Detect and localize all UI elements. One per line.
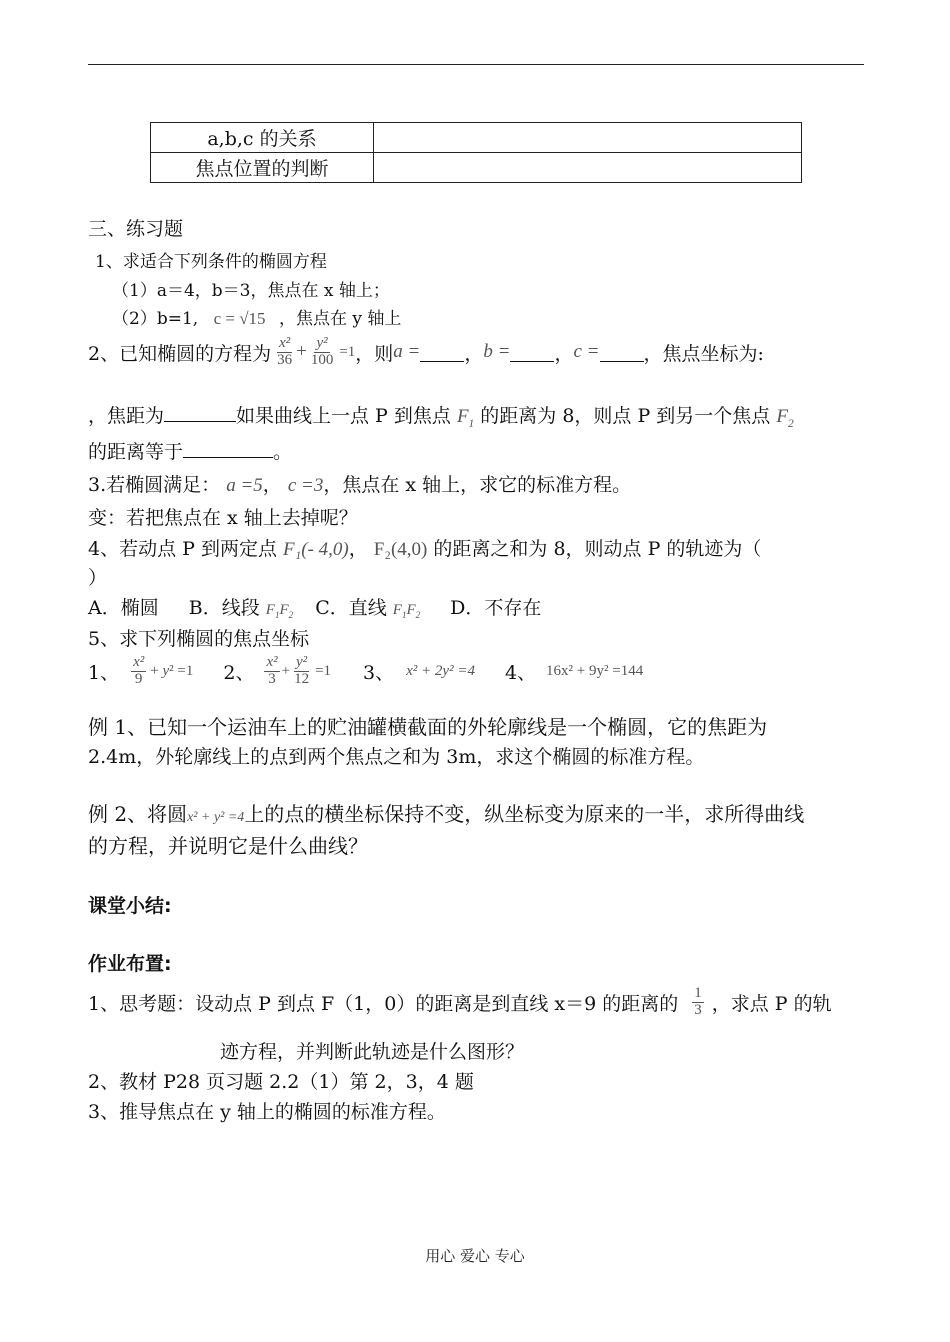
q4-close: ）	[88, 567, 108, 589]
q2-line3-a: 的距离等于	[88, 441, 184, 463]
q4-option-c: C．直线	[315, 597, 387, 619]
q3-c: c =3	[287, 475, 324, 496]
q5-equations: 1、 $\frac{\text{x²}}{9}$ + y² =1 2、 $\frac{\text{x²}}{3}$ + $\frac{\text{y²}}{12}$ =1 3、 x² + 2y² =4 4、 16x² + 9y² =144	[88, 654, 644, 687]
q2-line2-c: 的距离为 8，则点 P 到另一个焦点	[480, 405, 771, 427]
q2-prefix: 2、已知椭圆的方程为	[88, 342, 272, 365]
page-footer: 用心 爱心 专心	[425, 1247, 525, 1265]
q2-a-label: a =	[393, 341, 421, 363]
homework-3: 3、推导焦点在 y 轴上的椭圆的标准方程。	[88, 1101, 446, 1123]
answer-blank[interactable]	[183, 438, 273, 458]
example2-suffix: 上的点的横坐标保持不变，纵坐标变为原来的一半，求所得曲线	[244, 802, 805, 826]
homework-1	[88, 986, 832, 1019]
q1-item2-math: c = √15	[213, 309, 266, 328]
table-cell-label: 焦点位置的判断	[151, 153, 374, 183]
answer-blank[interactable]	[420, 342, 464, 362]
q1-item1: （1）a＝4，b＝3，焦点在 x 轴上；	[112, 281, 390, 301]
q5-num4: 4、	[504, 661, 537, 684]
example2-eq: x² + y² =4	[187, 810, 245, 825]
q1-title: 1、求适合下列条件的椭圆方程	[95, 252, 327, 272]
table-cell-value	[374, 153, 802, 183]
header-rule	[88, 64, 864, 65]
q2-line3-b: 。	[273, 441, 293, 463]
q3-prefix: 3.若椭圆满足：	[88, 474, 221, 496]
q2-then: ，则	[355, 342, 394, 365]
q1-item2-prefix: （2）b=1,	[112, 309, 199, 329]
homework-2: 2、教材 P28 页习题 2.2（1）第 2，3，4 题	[88, 1071, 474, 1093]
q2-line3	[88, 437, 292, 464]
table-row	[151, 123, 802, 153]
hw1-text-b: ，求点 P 的轨	[711, 992, 832, 1015]
q2-eq-rhs: =1	[339, 343, 356, 360]
fraction-x2-3: $\frac{\text{x²}}{3}$	[266, 654, 278, 687]
fraction-y2-100: $\frac{\text{y²}}{100}$	[310, 335, 334, 368]
example1-line1: 例 1、已知一个运油车上的贮油罐横截面的外轮廓线是一个椭圆，它的焦距为	[88, 715, 768, 739]
hw1-line2: 迹方程，并判断此轨迹是什么图形？	[220, 1041, 525, 1063]
q4-f2: F₂(4,0)	[373, 539, 428, 560]
section-heading: 三、练习题	[88, 218, 184, 240]
q2-line2: ，焦距为 如果曲线上一点 P 到焦点 $F_1$ 的距离为 8，则点 P 到另一个焦点 $F_2$	[88, 401, 794, 430]
q5-num1: 1、	[88, 661, 120, 684]
example2-prefix: 例 2、将圆	[88, 802, 188, 826]
fraction-one-third: $\frac{1}{3}$	[694, 985, 702, 1018]
q2-line1: 2、已知椭圆的方程为 $\frac{\text{x²}}{36}$ + $\frac{\text{y²}}{100}$ =1 ，则 a = ， b = ， c = ，焦点坐标为:	[88, 335, 764, 368]
summary-heading: 课堂小结:	[88, 895, 172, 917]
fraction-x2-36: $\frac{\text{x²}}{36}$	[277, 335, 293, 368]
q2-c-label: c =	[573, 341, 600, 363]
q2-line2-a: ，焦距为	[88, 405, 165, 427]
q4-option-b: B．线段	[188, 597, 260, 619]
q5-eq4: 16x² + 9y² =144	[546, 662, 644, 679]
example2-line1	[88, 798, 804, 827]
q4-options: A．椭圆 B．线段 $F_1F_2$ C．直线 $F_1F_2$ D．不存在	[88, 597, 542, 620]
q2-line2-b: 如果曲线上一点 P 到焦点	[236, 405, 451, 427]
q4-f1: F₁(- 4,0)	[283, 539, 349, 560]
q4-line1: 4、若动点 P 到两定点 F₁(- 4,0)， F₂(4,0) 的距离之和为 8，则动点 P 的轨迹为（	[88, 538, 762, 560]
ellipse-properties-table	[150, 122, 802, 183]
homework-heading: 作业布置:	[88, 953, 172, 975]
fraction-y2-12: $\frac{\text{y²}}{12}$	[294, 654, 310, 687]
fraction-x2-9: $\frac{\text{x²}}{9}$	[133, 654, 145, 687]
q2-focus-coords: ，焦点坐标为:	[643, 342, 764, 365]
q3-suffix: ，焦点在 x 轴上，求它的标准方程。	[323, 474, 632, 496]
q4-prefix: 4、若动点 P 到两定点	[88, 538, 277, 560]
q5-title: 5、求下列椭圆的焦点坐标	[88, 628, 310, 650]
answer-blank[interactable]	[164, 402, 236, 422]
q5-eq3: x² + 2y² =4	[406, 662, 475, 679]
table-cell-label: a,b,c 的关系	[151, 123, 374, 153]
q2-b-label: b =	[483, 341, 511, 363]
q4-suffix: 的距离之和为 8，则动点 P 的轨迹为（	[433, 538, 762, 560]
variant-question: 变：若把焦点在 x 轴上去掉呢？	[88, 507, 358, 529]
table-cell-value	[374, 123, 802, 153]
answer-blank[interactable]	[510, 342, 554, 362]
example2-line2: 的方程，并说明它是什么曲线？	[88, 834, 368, 858]
table-row	[151, 153, 802, 183]
q3: 3.若椭圆满足： a =5， c =3，焦点在 x 轴上，求它的标准方程。	[88, 474, 632, 496]
q5-num3: 3、	[363, 661, 395, 684]
q4-option-d: D．不存在	[450, 597, 542, 619]
q3-a: a =5	[226, 475, 263, 496]
q1-item2	[112, 304, 401, 329]
hw1-text-a: 1、思考题：设动点 P 到点 F（1，0）的距离是到直线 x＝9 的距离的	[88, 992, 679, 1015]
q4-option-a: A．椭圆	[88, 597, 159, 619]
answer-blank[interactable]	[600, 342, 644, 362]
example1-line2: 2.4m，外轮廓线上的点到两个焦点之和为 3m，求这个椭圆的标准方程。	[88, 746, 705, 768]
q1-item2-suffix: ，焦点在 y 轴上	[278, 309, 402, 329]
q5-num2: 2、	[223, 661, 255, 684]
